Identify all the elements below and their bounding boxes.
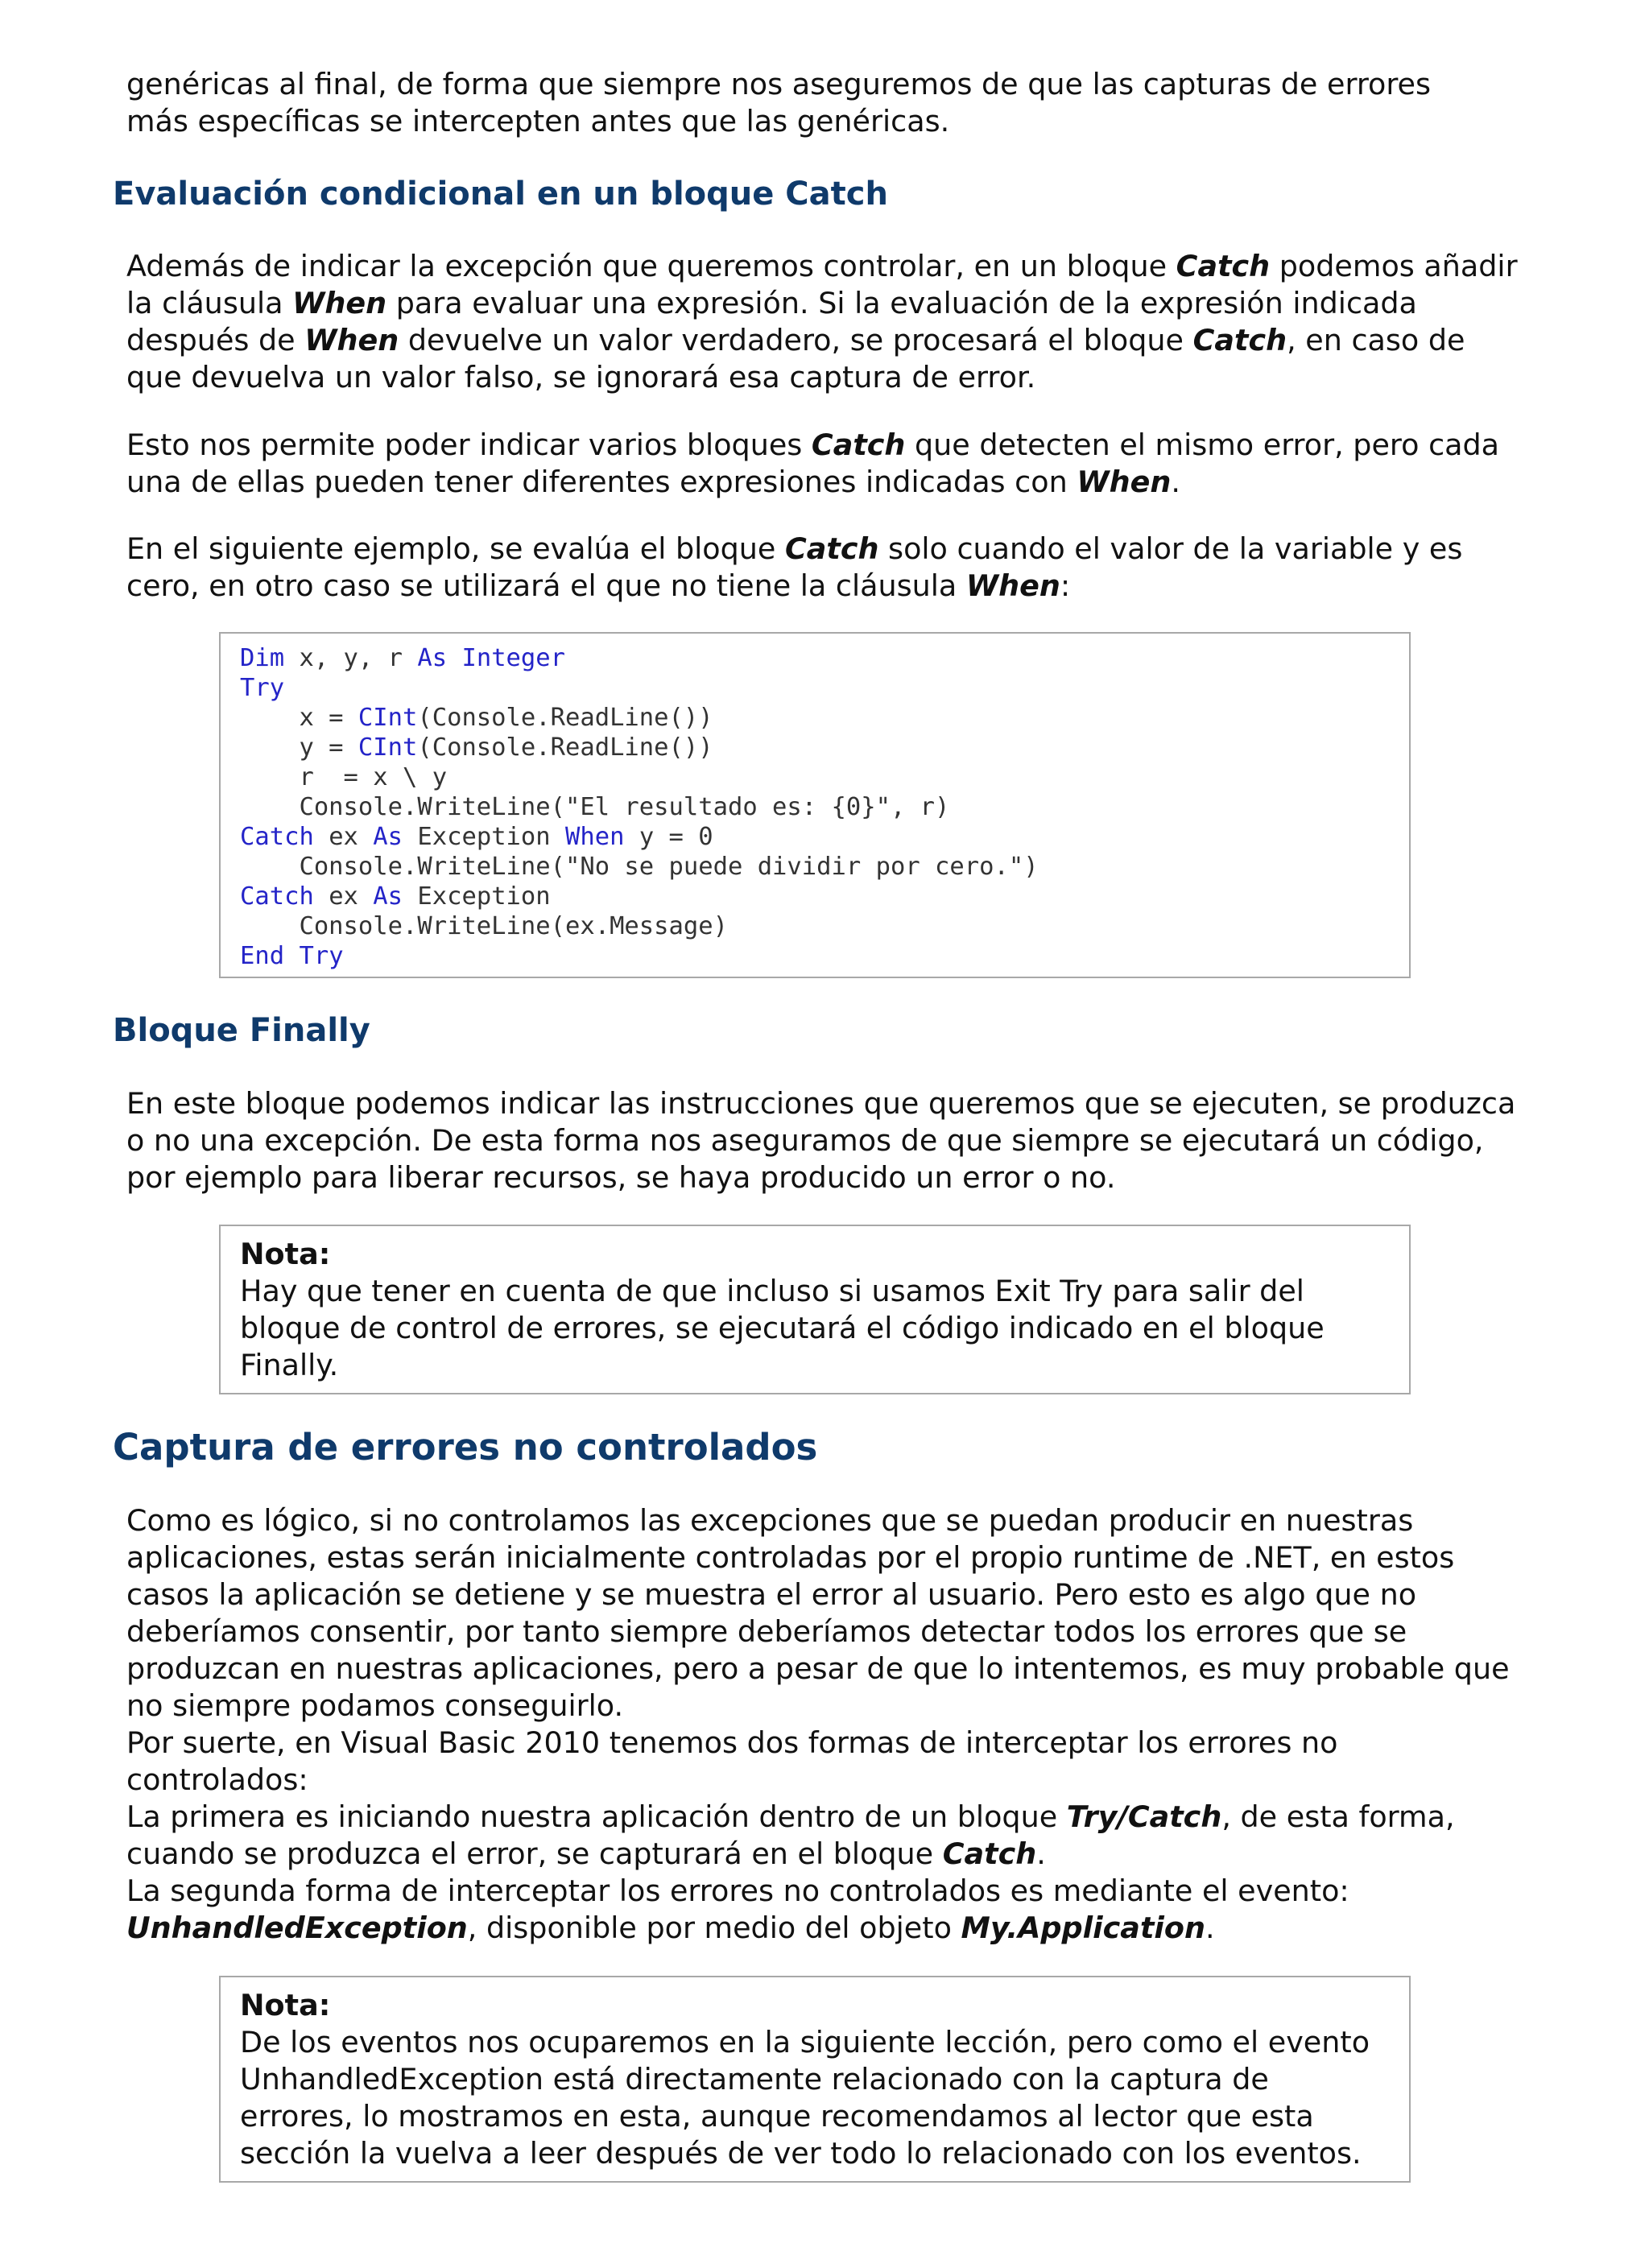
keyword-catch: Catch — [1176, 249, 1271, 283]
keyword-catch: Catch — [942, 1836, 1037, 1871]
note-title: Nota: — [240, 1988, 331, 2022]
text-run: , de esta forma, cuando se produzca el error, se capturará en el bloque — [126, 1799, 1455, 1871]
text-run: para evaluar una expresión. Si la evaluación de la expresión indicada después de — [126, 286, 1417, 357]
code-text: ex — [313, 882, 374, 911]
code-text: r = x \ y — [240, 763, 448, 791]
intro-line-2: más específicas se intercepten antes que las genéricas. — [126, 104, 950, 138]
code-keyword: Try — [240, 674, 285, 702]
heading-bloque-finally: Bloque Finally — [113, 1012, 370, 1049]
paragraph-when-clause — [126, 248, 1527, 396]
heading-captura-errores: Captura de errores no controlados — [113, 1426, 818, 1469]
code-text: ex — [313, 823, 374, 851]
code-text: y = 0 — [624, 823, 713, 851]
paragraph-two-ways: Por suerte, en Visual Basic 2010 tenemos dos formas de interceptar los errores no controlados: — [126, 1725, 1338, 1797]
note-title: Nota: — [240, 1237, 331, 1271]
text-run: La segunda forma de interceptar los errores no controlados es mediante el evento: — [126, 1873, 1349, 1908]
paragraph-finally: En este bloque podemos indicar las instrucciones que queremos que se ejecuten, se produzca o no una excepción. De esta forma nos aseguramos de que siempre se ejecutará un código, por ejemplo para liberar recursos, se haya producido un error o no. — [126, 1086, 1516, 1195]
keyword-my-application: My.Application — [961, 1911, 1205, 1945]
note-body: Hay que tener en cuenta de que incluso si usamos Exit Try para salir del bloque de control de errores, se ejecutará el código indicado en el bloque Finally. — [240, 1274, 1325, 1382]
code-text — [284, 942, 299, 970]
text-run: . — [1205, 1911, 1215, 1945]
code-text: Exception — [403, 823, 566, 851]
text-run: Además de indicar la excepción que queremos controlar, en un bloque — [126, 249, 1176, 283]
text-run: En el siguiente ejemplo, se evalúa el bloque — [126, 531, 785, 566]
paragraph-first-way — [126, 1799, 1527, 1873]
keyword-when: When — [304, 323, 399, 357]
heading-evaluacion-condicional: Evaluación condicional en un bloque Catch — [113, 176, 888, 213]
note-box-finally — [219, 1225, 1411, 1394]
code-keyword: Catch — [240, 823, 314, 851]
keyword-catch: Catch — [1192, 323, 1287, 357]
paragraph-example-intro — [126, 531, 1527, 605]
text-run: solo cuando el valor de la variable y es cero, en otro caso se utilizará el que no tiene la cláusula — [126, 531, 1463, 603]
text-run: : — [1060, 568, 1071, 603]
text-run: , disponible por medio del objeto — [467, 1911, 961, 1945]
text-run: devuelve un valor verdadero, se procesará el bloque — [399, 323, 1193, 357]
keyword-catch: Catch — [1127, 1799, 1222, 1834]
code-keyword: CInt — [357, 733, 418, 762]
code-text: y = — [240, 733, 358, 762]
code-example-box — [219, 632, 1411, 978]
code-text: x, y, r — [284, 644, 418, 672]
code-text: (Console.ReadLine()) — [417, 733, 713, 762]
code-keyword: End — [240, 942, 285, 970]
paragraph-multiple-catch — [126, 427, 1527, 501]
text-run: . — [1171, 465, 1180, 499]
code-keyword: As — [373, 882, 403, 911]
keyword-when: When — [292, 286, 387, 320]
code-keyword: As — [417, 644, 448, 672]
code-keyword: Integer — [461, 644, 566, 672]
keyword-catch: Catch — [784, 531, 879, 566]
text-run: podemos añadir la cláusula — [126, 249, 1518, 320]
code-keyword: As — [373, 823, 403, 851]
intro-line-1: genéricas al final, de forma que siempre nos aseguremos de que las capturas de errores — [126, 67, 1432, 101]
text-run: La primera es iniciando nuestra aplicación dentro de un bloque — [126, 1799, 1067, 1834]
code-text — [447, 644, 461, 672]
code-keyword: Try — [299, 942, 344, 970]
keyword-when: When — [965, 568, 1060, 603]
code-keyword: Catch — [240, 882, 314, 911]
code-text: Console.WriteLine("El resultado es: {0}", r) — [240, 793, 950, 821]
note-box-events — [219, 1976, 1411, 2183]
paragraph-second-way — [126, 1873, 1527, 1947]
code-text: x = — [240, 704, 358, 732]
code-text: Console.WriteLine(ex.Message) — [240, 912, 728, 940]
text-run: , en caso de que devuelva un valor falso, se ignorará esa captura de error. — [126, 323, 1465, 395]
keyword-unhandled-exception: UnhandledException — [126, 1911, 468, 1945]
note-body: De los eventos nos ocuparemos en la siguiente lección, pero como el evento UnhandledException está directamente relacionado con la captura de errores, lo mostramos en esta, aunque recomendamos al lector que esta sección la vuelva a leer después de ver todo lo relacionado con los eventos. — [240, 2025, 1370, 2171]
code-text: (Console.ReadLine()) — [417, 704, 713, 732]
intro-paragraph — [126, 66, 1527, 140]
keyword-separator: / — [1117, 1799, 1128, 1834]
code-keyword: When — [565, 823, 625, 851]
keyword-catch: Catch — [811, 428, 906, 462]
code-text: Console.WriteLine("No se puede dividir por cero.") — [240, 853, 1039, 881]
code-listing — [240, 643, 1039, 971]
paragraph-unhandled-intro: Como es lógico, si no controlamos las excepciones que se puedan producir en nuestras aplicaciones, estas serán inicialmente controladas por el propio runtime de .NET, en estos casos la aplicación se detiene y se muestra el error al usuario. Pero esto es algo que no deberíamos consentir, por tanto siempre deberíamos detectar todos los errores que se produzcan en nuestras aplicaciones, pero a pesar de que lo intentemos, es muy probable que no siempre podamos conseguirlo. — [126, 1503, 1510, 1723]
text-run: que detecten el mismo error, pero cada una de ellas pueden tener diferentes expresiones indicadas con — [126, 428, 1500, 499]
text-run: Esto nos permite poder indicar varios bloques — [126, 428, 812, 462]
code-keyword: Dim — [240, 644, 285, 672]
keyword-when: When — [1077, 465, 1172, 499]
keyword-try: Try — [1066, 1799, 1118, 1834]
code-keyword: CInt — [357, 704, 418, 732]
text-run: . — [1036, 1836, 1046, 1871]
code-text: Exception — [403, 882, 551, 911]
